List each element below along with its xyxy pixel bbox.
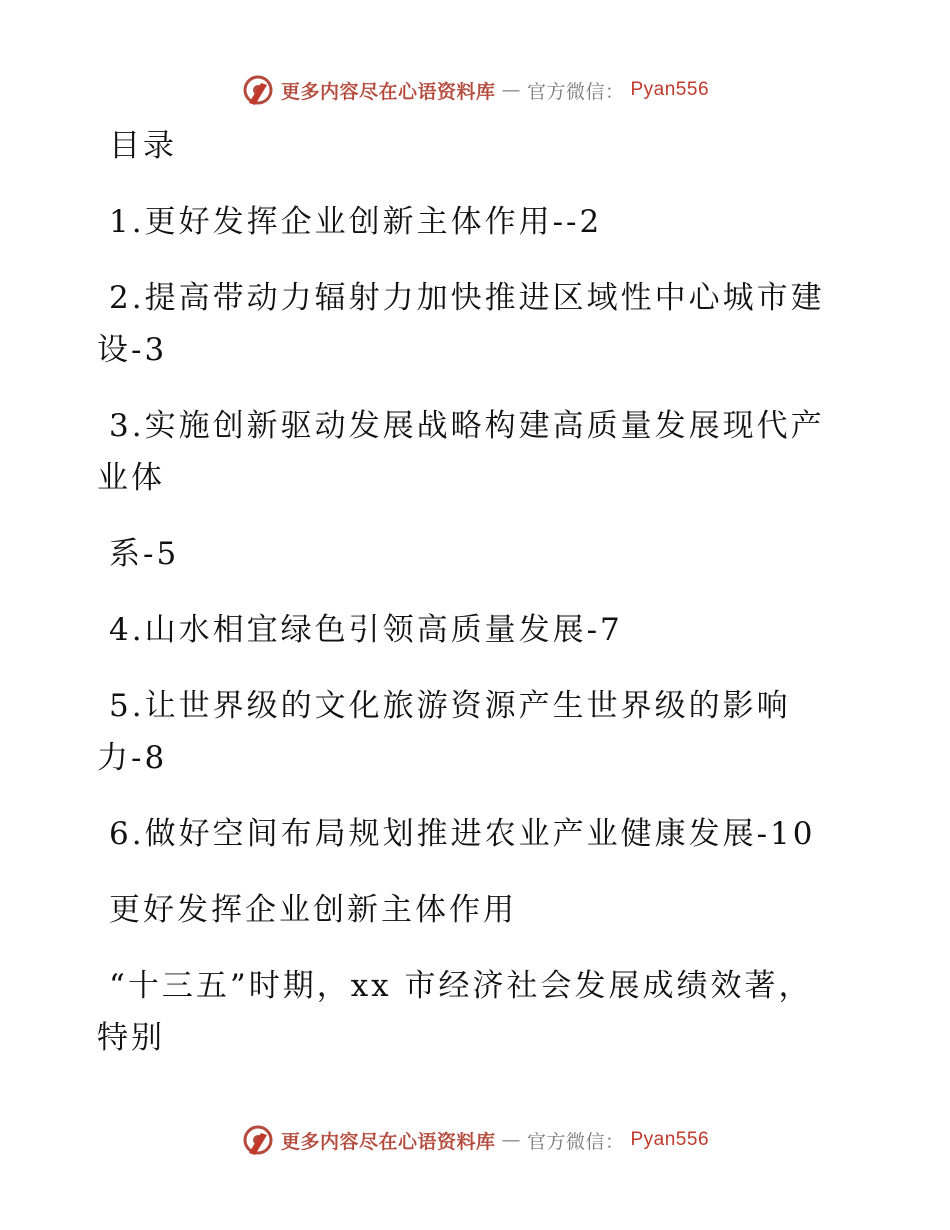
watermark-wechat-label: 官方微信：: [526, 1130, 625, 1153]
watermark-dash: —: [501, 79, 521, 101]
toc-item-5: [97, 680, 837, 784]
body-paragraph: [97, 960, 837, 1064]
toc-item-5-line-1: 5.让世界级的文化旅游资源产生世界级的影响: [109, 688, 791, 724]
paragraph-line-1: “十三五”时期，xx 市经济社会发展成绩效著，: [109, 968, 813, 1004]
pen-logo-icon: [241, 1123, 275, 1157]
watermark-site-name: 更多内容尽在心语资料库: [280, 1130, 496, 1153]
watermark-wechat-id: Pyan556: [630, 79, 710, 100]
toc-item-3-line-1: 3.实施创新驱动发展战略构建高质量发展现代产: [109, 408, 825, 444]
toc-item-2-line-2: 设-3: [97, 332, 168, 368]
toc-item-4: 4.山水相宜绿色引领高质量发展-7: [109, 612, 623, 648]
watermark-footer: [0, 1120, 950, 1160]
toc-item-3: [97, 400, 837, 504]
toc-item-1: 1.更好发挥企业创新主体作用--2: [109, 204, 603, 240]
toc-item-2-line-1: 2.提高带动力辐射力加快推进区域性中心城市建: [109, 280, 825, 316]
paragraph-line-2: 特别: [97, 1020, 165, 1056]
watermark-dash: —: [501, 1129, 521, 1151]
watermark-wechat-id: Pyan556: [630, 1129, 710, 1150]
pen-logo-icon: [241, 73, 275, 107]
section-heading: 更好发挥企业创新主体作用: [109, 892, 517, 928]
watermark-wechat-label: 官方微信：: [526, 80, 625, 103]
toc-item-3-continuation: 系-5: [109, 536, 180, 572]
watermark-header: [0, 70, 950, 110]
toc-item-5-line-2: 力-8: [97, 740, 168, 776]
document-body: [97, 120, 837, 1064]
toc-item-6: 6.做好空间布局规划推进农业产业健康发展-10: [109, 816, 816, 852]
toc-item-3-line-2: 业体: [97, 460, 165, 496]
toc-title: 目录: [109, 128, 177, 164]
toc-item-2: [97, 272, 837, 376]
watermark-site-name: 更多内容尽在心语资料库: [280, 80, 496, 103]
